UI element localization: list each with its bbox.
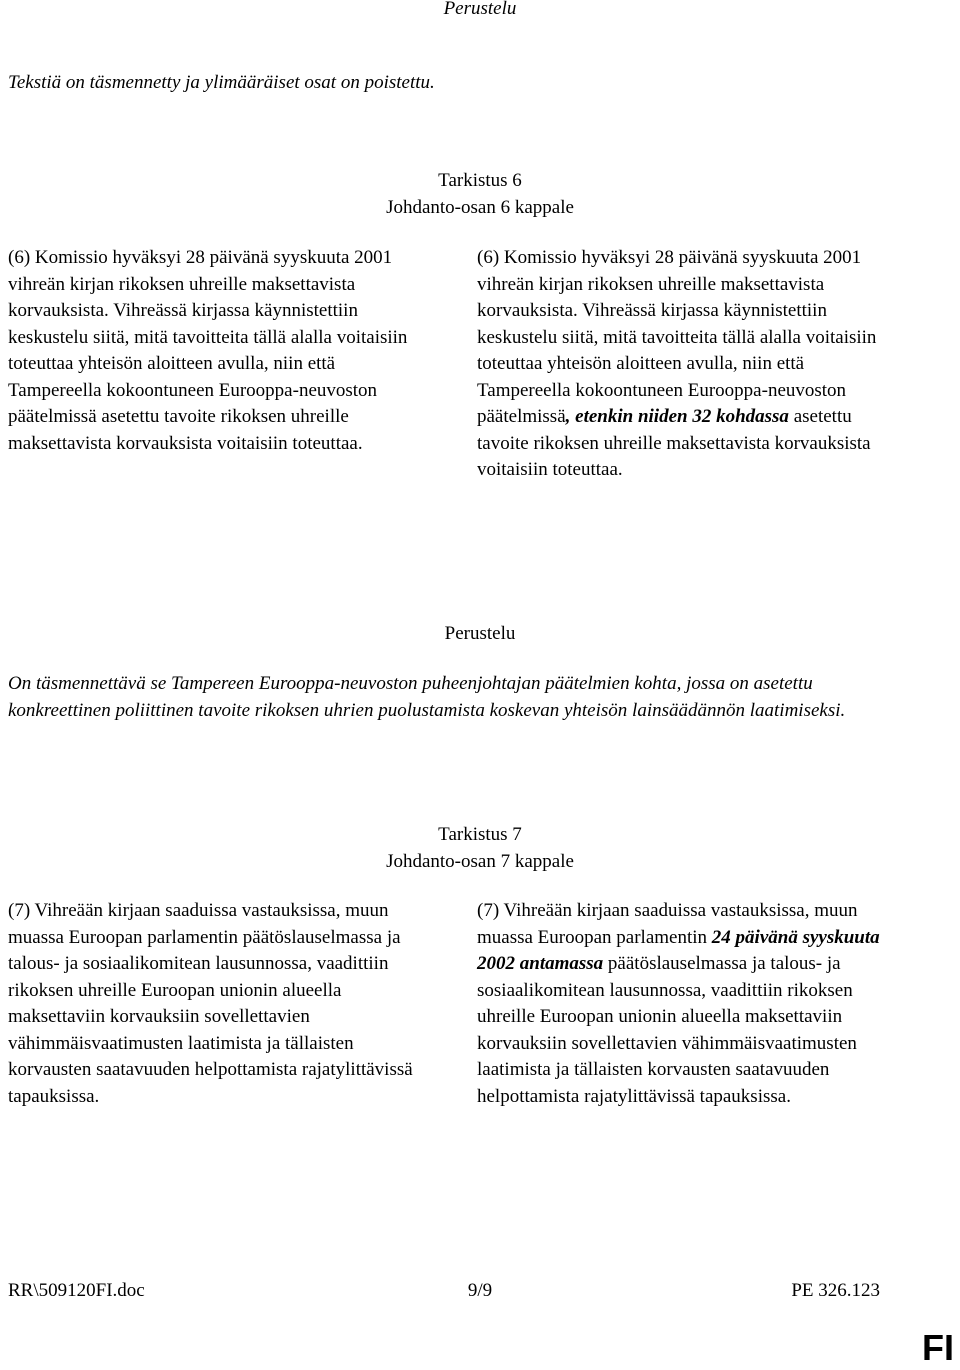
- footer-doc-ref: RR\509120FI.doc: [8, 1280, 145, 1301]
- amendment-7-original-text: (7) Vihreään kirjaan saaduissa vastauksissa, muun muassa Euroopan parlamentin päätöslauselmassa ja talous- ja sosiaalikomitean lausunnossa, vaadittiin rikoksen uhreille Euroopan unionin alueella maksettaviin korvauksiin sovellettavien vähimmäisvaatimusten laatimista ja tällaisten korvausten saatavuuden helpottamista rajatylittävissä tapauksissa.: [8, 900, 413, 1107]
- amendment-6-title: Tarkistus 6: [438, 170, 522, 191]
- amendment-7-amended-part-2: päätöslauselmassa ja talous- ja sosiaalikomitean lausunnossa, vaadittiin rikoksen uhreille Euroopan unionin alueella maksettaviin korvauksiin sovellettavien vähimmäisvaatimusten laatimista ja tällaisten korvausten saatavuuden helpottamista rajatylittävissä tapauksissa.: [477, 953, 857, 1107]
- amendment-7-amended-text: [477, 898, 882, 1110]
- justification-text: On täsmennettävä se Tampereen Eurooppa-neuvoston puheenjohtajan päätelmien kohta, jossa on asetettu konkreettinen poliittinen tavoite rikoksen uhrien puolustamista koskevan yhteisön lainsäädännön laatimiseksi.: [8, 673, 846, 721]
- amendment-6-original-text: (6) Komissio hyväksyi 28 päivänä syyskuuta 2001 vihreän kirjan rikoksen uhreille maksettavista korvauksista. Vihreässä kirjassa käynnistettiin keskustelu siitä, mitä tavoitteita tällä alalla voitaisiin toteuttaa yhteisön aloitteen avulla, niin että Tampereella kokoontuneen Eurooppa-neuvoston päätelmissä asetettu tavoite rikoksen uhreille maksettavista korvauksista voitaisiin toteuttaa.: [8, 247, 408, 454]
- amendment-7-title: Tarkistus 7: [438, 824, 522, 845]
- amendment-7-amended-part-1: (7) Vihreään kirjaan saaduissa vastauksissa, muun muassa Euroopan parlamentin: [477, 900, 858, 948]
- amendment-6-subtitle: Johdanto-osan 6 kappale: [386, 197, 574, 218]
- footer-pe-ref: PE 326.123: [791, 1280, 880, 1301]
- footer-page-number: 9/9: [467, 1280, 493, 1301]
- top-heading: Perustelu: [443, 0, 517, 19]
- justification-heading: Perustelu: [444, 623, 516, 644]
- note-text: Tekstiä on täsmennetty ja ylimääräiset osat on poistettu.: [8, 72, 435, 93]
- amendment-6-amended-part-2: asetettu tavoite rikoksen uhreille maksettavista korvauksista voitaisiin toteuttaa.: [477, 406, 871, 480]
- amendment-7-amended-bold: 24 päivänä syyskuuta 2002 antamassa: [477, 926, 880, 974]
- language-mark: FI: [922, 1327, 954, 1368]
- amendment-7-subtitle: Johdanto-osan 7 kappale: [386, 851, 574, 872]
- amendment-6-amended-text: [477, 245, 887, 484]
- amendment-6-amended-part-1: (6) Komissio hyväksyi 28 päivänä syyskuuta 2001 vihreän kirjan rikoksen uhreille maksettavista korvauksista. Vihreässä kirjassa käynnistettiin keskustelu siitä, mitä tavoitteita tällä alalla voitaisiin toteuttaa yhteisön aloitteen avulla, niin että Tampereella kokoontuneen Eurooppa-neuvoston päätelmissä: [477, 247, 877, 427]
- amendment-6-amended-bold: , etenkin niiden 32 kohdassa: [565, 406, 789, 427]
